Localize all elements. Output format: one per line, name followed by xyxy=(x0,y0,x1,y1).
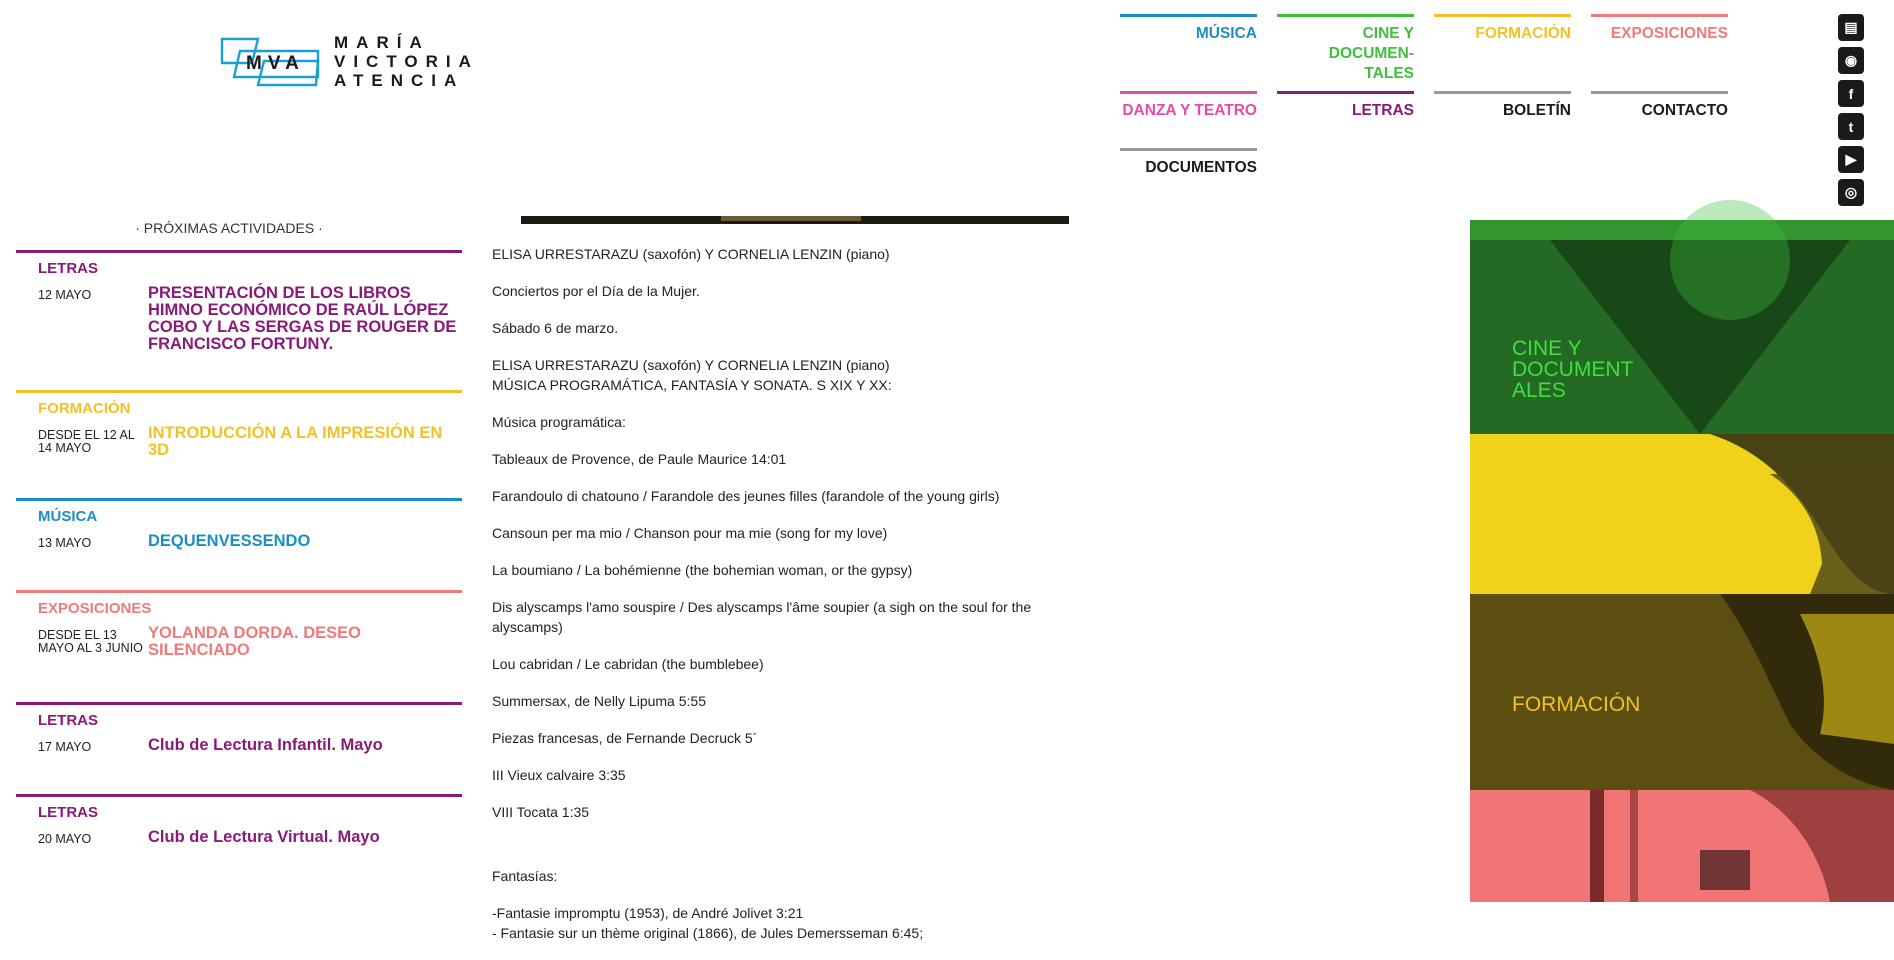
nav-formacion-label: FORMACIÓN xyxy=(1475,25,1571,42)
event-row xyxy=(16,737,462,754)
event-item xyxy=(16,590,462,702)
logo-mva: MVA xyxy=(246,53,305,74)
article-paragraph: Cansoun per ma mio / Chanson pour ma mie (song for my love) xyxy=(492,525,888,541)
event-date: DESDE EL 13 MAYO AL 3 JUNIO xyxy=(38,628,143,655)
nav-boletin[interactable] xyxy=(1434,91,1571,121)
event-title-link[interactable]: YOLANDA DORDA. DESEO SILENCIADO xyxy=(148,624,361,659)
event-item xyxy=(16,390,462,498)
event-item xyxy=(16,702,462,794)
panel-formacion[interactable] xyxy=(1470,594,1894,790)
nav-cine-documentales[interactable] xyxy=(1277,14,1414,84)
event-date: 20 MAYO xyxy=(38,832,92,846)
article-paragraph: Summersax, de Nelly Lipuma 5:55 xyxy=(492,693,706,709)
event-item xyxy=(16,498,462,590)
article-paragraph: Sábado 6 de marzo. xyxy=(492,320,619,336)
panel-formacion-label: FORMACIÓN xyxy=(1512,693,1641,716)
event-title-link[interactable]: INTRODUCCIÓN A LA IMPRESIÓN EN 3D xyxy=(148,424,443,459)
article-paragraph: Fantasías: xyxy=(492,868,558,884)
panel-exposiciones-picture xyxy=(1470,790,1894,902)
youtube-icon[interactable]: ▶ xyxy=(1838,146,1864,173)
panel-cine-documentales[interactable] xyxy=(1470,220,1894,434)
article-paragraph: Piezas francesas, de Fernande Decruck 5´ xyxy=(492,730,758,746)
panel-cine-label-text: CINE Y DOCUMENT ALES xyxy=(1512,337,1633,402)
site-logo[interactable] xyxy=(220,30,480,92)
nav-contacto[interactable] xyxy=(1591,91,1728,121)
article-body xyxy=(492,244,1092,960)
nav-danza-teatro[interactable] xyxy=(1120,91,1257,121)
document-icon[interactable]: ▤ xyxy=(1838,14,1864,41)
event-title-link[interactable]: DEQUENVESSENDO xyxy=(148,532,311,550)
event-item xyxy=(16,250,462,390)
instagram-icon[interactable]: ◎ xyxy=(1838,179,1864,206)
upcoming-activities xyxy=(16,220,462,886)
panel-portrait-image xyxy=(1470,434,1894,594)
article-paragraph: VIII Tocata 1:35 xyxy=(492,804,590,820)
logo-mark xyxy=(220,33,324,89)
event-row xyxy=(16,829,462,846)
event-title-link[interactable]: Club de Lectura Virtual. Mayo xyxy=(148,828,380,846)
article-paragraph: Lou cabridan / Le cabridan (the bumblebee) xyxy=(492,656,764,672)
article-paragraph: Dis alyscamps l'amo souspire / Des alyscamps l'âme soupier (a sigh on the soul for the alyscamps) xyxy=(492,599,1032,635)
logo-line-3: ATENCIA xyxy=(334,70,465,90)
article-paragraph: Tableaux de Provence, de Paule Maurice 14:01 xyxy=(492,451,787,467)
nav-documentos-label: DOCUMENTOS xyxy=(1145,159,1257,176)
event-date: 13 MAYO xyxy=(38,536,92,550)
nav-letras-label: LETRAS xyxy=(1352,102,1414,119)
nav-musica[interactable] xyxy=(1120,14,1257,44)
panel-formacion-image-2 xyxy=(1470,594,1894,790)
nav-musica-label: MÚSICA xyxy=(1195,25,1257,42)
rss-icon[interactable]: ◉ xyxy=(1838,47,1864,74)
nav-exposiciones-label: EXPOSICIONES xyxy=(1610,25,1728,42)
nav-cine-label-1: CINE Y DOCUMEN- xyxy=(1328,25,1414,62)
social-links xyxy=(1838,14,1864,212)
event-date: DESDE EL 12 AL 14 MAYO xyxy=(38,428,135,455)
event-row xyxy=(16,425,462,459)
event-row xyxy=(16,625,462,659)
article-paragraph: La boumiano / La bohémienne (the bohemian woman, or the gypsy) xyxy=(492,562,913,578)
event-date: 12 MAYO xyxy=(38,288,92,302)
hero-image-bottom xyxy=(521,216,1069,224)
article-paragraph xyxy=(492,839,1092,849)
event-row xyxy=(16,533,462,550)
event-item xyxy=(16,794,462,886)
logo-wordmark xyxy=(334,33,479,90)
twitter-icon[interactable]: t xyxy=(1838,113,1864,140)
logo-line-1: MARÍA xyxy=(334,32,430,52)
article-paragraph: III Vieux calvaire 3:35 xyxy=(492,767,626,783)
event-category[interactable]: MÚSICA xyxy=(38,508,98,525)
event-title-link[interactable]: Club de Lectura Infantil. Mayo xyxy=(148,736,383,754)
nav-cine-label-2: TALES xyxy=(1364,65,1414,82)
nav-letras[interactable] xyxy=(1277,91,1414,121)
panel-exposiciones-image[interactable] xyxy=(1470,790,1894,902)
event-list xyxy=(16,250,462,886)
panel-cine-label xyxy=(1512,338,1652,401)
logo-line-2: VICTORIA xyxy=(334,51,479,71)
nav-contacto-label: CONTACTO xyxy=(1641,102,1728,119)
upcoming-activities-title: · PRÓXIMAS ACTIVIDADES · xyxy=(135,220,323,236)
article-paragraph: ELISA URRESTARAZU (saxofón) Y CORNELIA LENZIN (piano) MÚSICA PROGRAMÁTICA, FANTASÍA Y SONATA. S XIX Y XX: xyxy=(492,357,892,393)
event-row xyxy=(16,285,462,353)
nav-danza-label: DANZA Y TEATRO xyxy=(1122,102,1257,119)
article-paragraph: Música programática: xyxy=(492,414,626,430)
article-paragraph: Conciertos por el Día de la Mujer. xyxy=(492,283,700,299)
facebook-icon[interactable]: f xyxy=(1838,80,1864,107)
event-title-link[interactable]: PRESENTACIÓN DE LOS LIBROS HIMNO ECONÓMICO DE RAÚL LÓPEZ COBO Y LAS SERGAS DE ROUGER DE FRANCISCO FORTUNY. xyxy=(148,284,457,353)
article-paragraph: ELISA URRESTARAZU (saxofón) Y CORNELIA LENZIN (piano) xyxy=(492,246,890,262)
event-category[interactable]: LETRAS xyxy=(38,712,98,729)
nav-boletin-label: BOLETÍN xyxy=(1502,102,1571,119)
nav-formacion[interactable] xyxy=(1434,14,1571,44)
event-category[interactable]: FORMACIÓN xyxy=(38,400,131,417)
nav-exposiciones[interactable] xyxy=(1591,14,1728,44)
article-paragraph: Farandoulo di chatouno / Farandole des jeunes filles (farandole of the young girls) xyxy=(492,488,1000,504)
article-paragraph: -Fantasie impromptu (1953), de André Jolivet 3:21 - Fantasie sur un thème original (1866), de Jules Demersseman 6:45; xyxy=(492,905,924,941)
event-category[interactable]: EXPOSICIONES xyxy=(38,600,152,617)
nav-documentos[interactable] xyxy=(1120,148,1257,178)
event-category[interactable]: LETRAS xyxy=(38,804,98,821)
event-category[interactable]: LETRAS xyxy=(38,260,98,277)
panel-formacion-image[interactable] xyxy=(1470,434,1894,594)
event-date: 17 MAYO xyxy=(38,740,92,754)
